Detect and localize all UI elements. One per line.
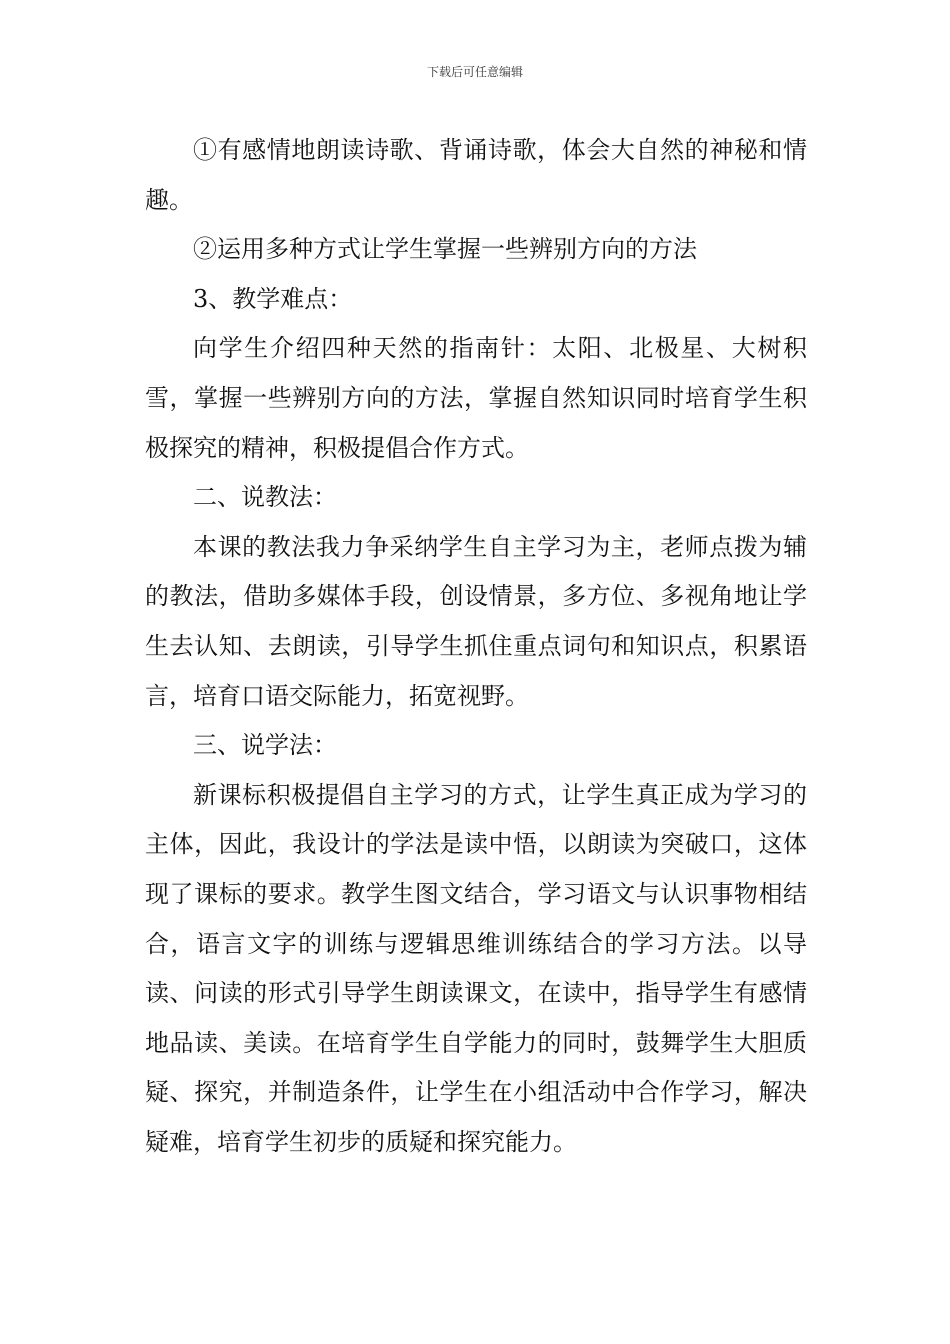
teaching-method-paragraph: 本课的教法我力争采纳学生自主学习为主，老师点拨为辅的教法，借助多媒体手段，创设情景，多方位、多视角地让学生去认知、去朗读，引导学生抓住重点词句和知识点，积累语言，培育口语交际能力，拓宽视野。 xyxy=(145,532,807,710)
section-heading-teaching-method: 二、说教法： xyxy=(193,483,337,512)
page-header: 下载后可任意编辑 xyxy=(426,65,523,79)
learning-method-paragraph: 新课标积极提倡自主学习的方式，让学生真正成为学习的主体，因此，我设计的学法是读中悟，以朗读为突破口，这体现了课标的要求。教学生图文结合，学习语文与认识事物相结合，语言文字的训练与逻辑思维训练结合的学习方法。以导读、问读的形式引导学生朗读课文，在读中，指导学生有感情地品读、美读。在培育学生自学能力的同时，鼓舞学生大胆质疑、探究，并制造条件，让学生在小组活动中合作学习，解决疑难，培育学生初步的质疑和探究能力。 xyxy=(145,780,807,1156)
section-heading-learning-method: 三、说学法： xyxy=(193,731,337,760)
objective-paragraph-2: ②运用多种方式让学生掌握一些辨别方向的方法 xyxy=(193,235,697,264)
difficulty-paragraph: 向学生介绍四种天然的指南针：太阳、北极星、大树积雪，掌握一些辨别方向的方法，掌握自然知识同时培育学生积极探究的精神，积极提倡合作方式。 xyxy=(145,334,807,462)
document-body xyxy=(145,126,807,1167)
section-heading-difficulty: 3、教学难点： xyxy=(193,284,353,313)
objective-paragraph-1: ①有感情地朗读诗歌、背诵诗歌，体会大自然的神秘和情趣。 xyxy=(145,136,807,214)
